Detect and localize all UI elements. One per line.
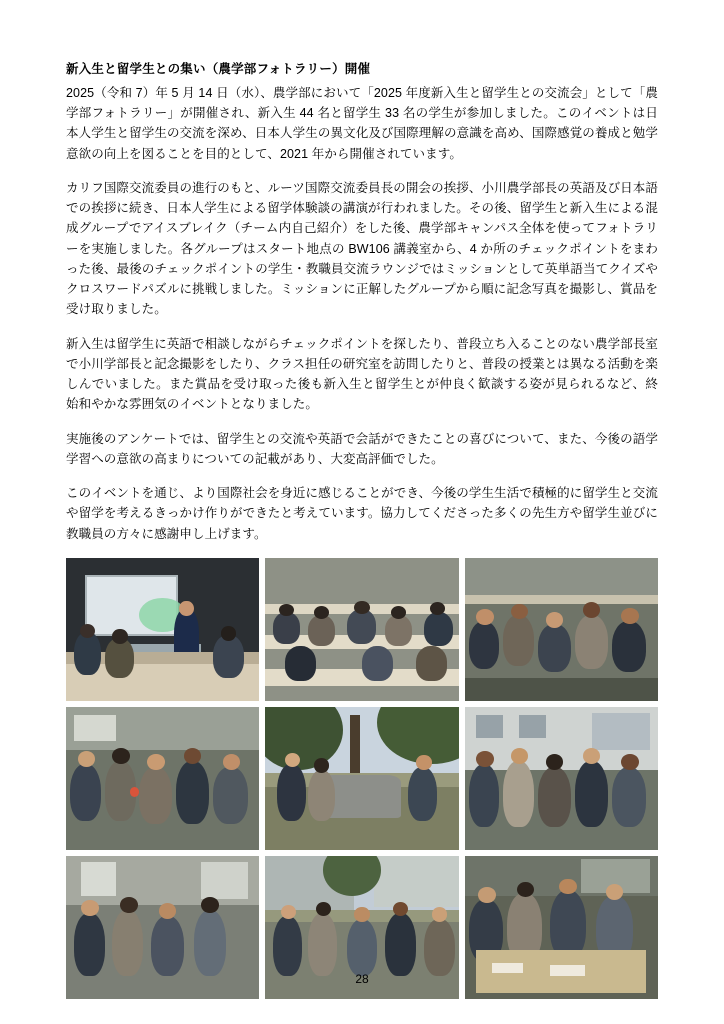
paragraph-4: 実施後のアンケートでは、留学生との交流や英語で会話ができたことの喜びについて、また、今後の語学学習への意欲の高まりについての記載があり、大変高評価でした。: [66, 431, 658, 466]
photo-lecture-presentation: [66, 558, 259, 701]
photo-group-outside-building: [465, 707, 658, 850]
paragraph-3: 新入生は留学生に英語で相談しながらチェックポイントを探したり、普段立ち入ることのない農学部長室で小川学部長と記念撮影をしたり、クラス担任の研究室を訪問したりと、普段の授業とは異なる活動を楽しんでいました。また賞品を受け取った後も新入生と留学生とが仲良く歓談する姿が見られるなど、終始和やかな雰囲気のイベントとなりました。: [66, 336, 658, 412]
photo-outdoor-stone-monument: [265, 707, 458, 850]
photo-classroom-crowd: [465, 558, 658, 701]
page-number: 28: [355, 972, 369, 986]
paragraph-2: カリフ国際交流委員の進行のもと、ルーツ国際交流委員長の開会の挨拶、小川農学部長の英語及び日本語での挨拶に続き、日本人学生による留学体験談の講演が行われました。その後、留学生と新入生による混成グループでアイスブレイク（チーム内自己紹介）をした後、農学部キャンパス全体を使ってフォトラリーを実施しました。各グループはスタート地点の BW106 講義室から、4 か所のチェックポイントをまわった後、最後のチェックポイントの学生・教職員交流ラウンジではミッションとして英単語当てクイズやクロスワードパズルに挑戦しました。ミッションに正解したグループから順に記念写真を撮影し、賞品を受け取りました。: [66, 180, 658, 317]
photo-students-tables-1: [265, 558, 458, 701]
paragraph-1: 2025（令和 7）年 5 月 14 日（水）、農学部において「2025 年度新入生と留学生との交流会」として「農学部フォトラリー」が開催され、新入生 44 名と留学生 33 名の学生が参加しました。このイベントは日本人学生と留学生の交流を深め、日本人学生の異文化及び国際理解の意識を高め、国際感覚の養成と勉学意欲の向上を図ることを目的として、2021 年から開催されています。: [66, 85, 658, 161]
photo-group-indoor-lanyards: [66, 707, 259, 850]
page-title: 新入生と留学生との集い（農学部フォトラリー）開催: [66, 62, 371, 76]
paragraph-5: このイベントを通じ、より国際社会を身近に感じることができ、今後の学生生活で積極的に留学生と交流や留学を考えるきっかけ作りができたと考えています。協力してくださった多くの先生方や留学生並びに教職員の方々に感謝申し上げます。: [66, 486, 658, 541]
photo-grid: [66, 558, 658, 999]
